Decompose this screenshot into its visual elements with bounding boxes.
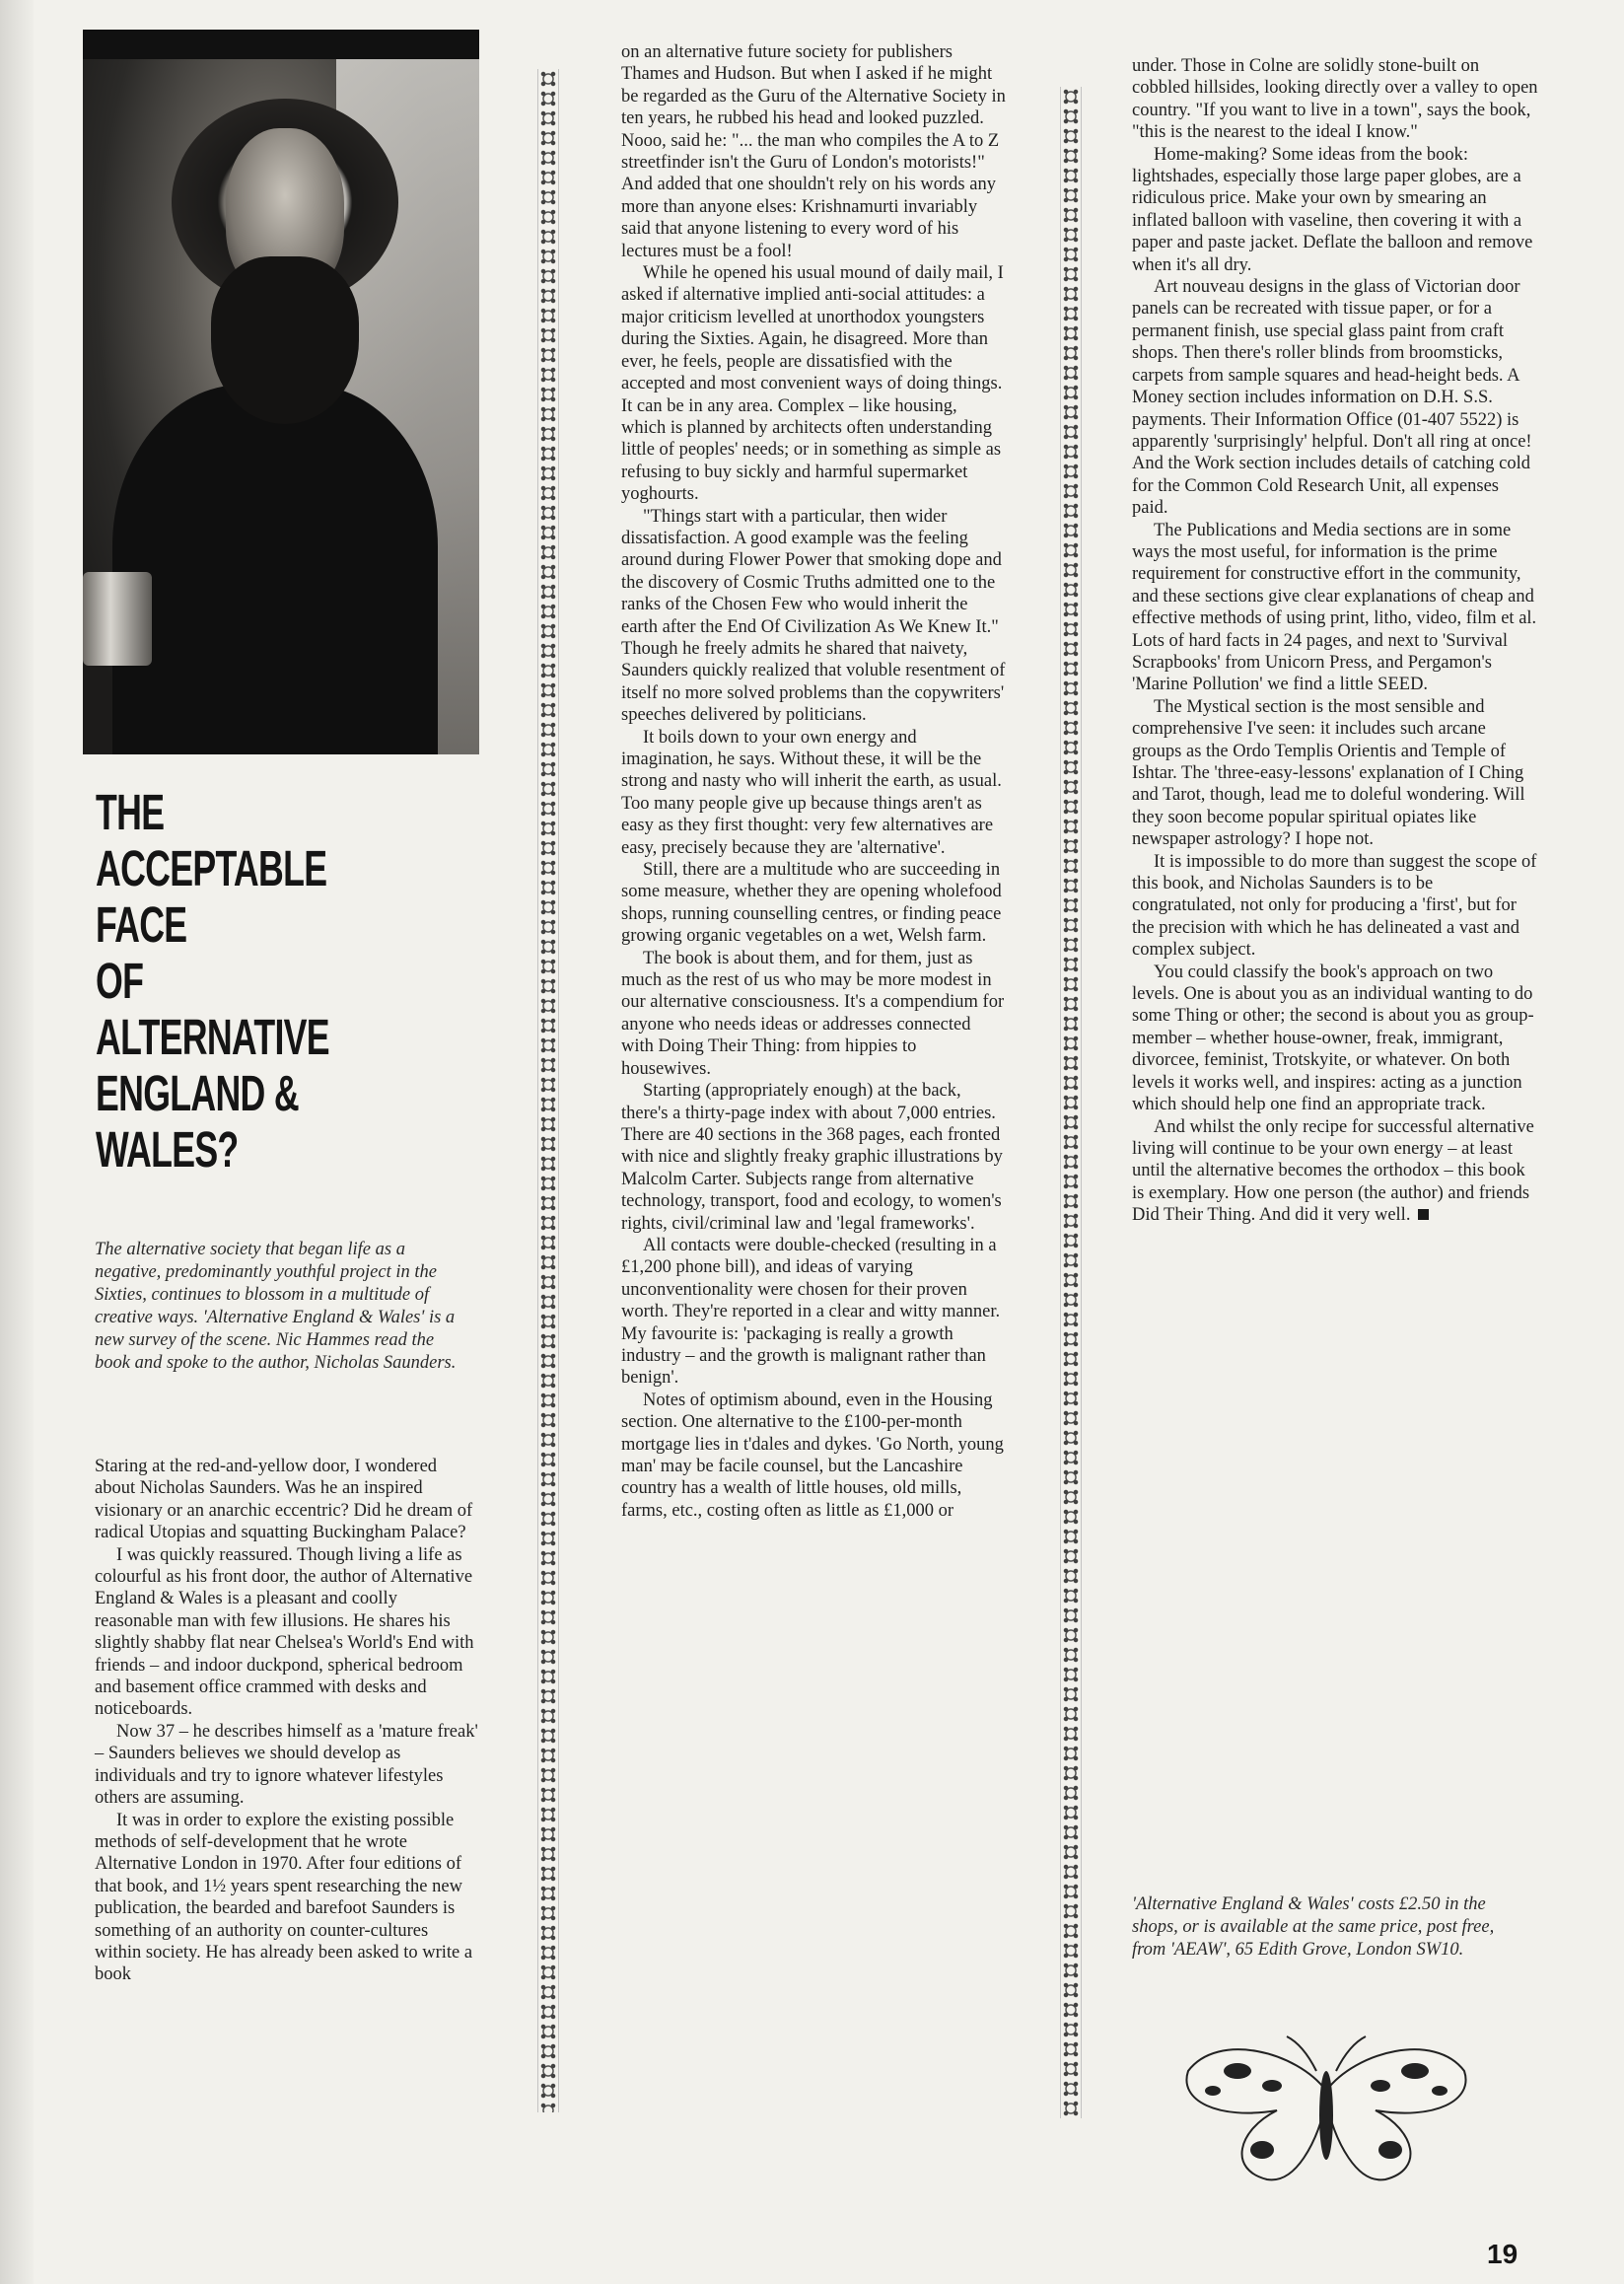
column-1-body — [95, 1456, 479, 1986]
paragraph: The Mystical section is the most sensible and comprehensive I've seen: it includes such arcane groups as the Ordo Templis Orientis and Temple of Ishtar. The 'three-easy-lessons' explanation of I Ching and Tarot, though, lead me to doleful wondering. Will they soon become popular spiritual opiates like newspaper astrology? I hope not. — [1132, 696, 1525, 850]
headline-line: ALTERNATIVE — [96, 1009, 329, 1065]
paragraph: under. Those in Colne are solidly stone-built on cobbled hillsides, looking directly over a valley to open country. "If you want to live in a town", says the book, "this is the nearest to the ideal I know." — [1132, 56, 1538, 143]
paragraph: Still, there are a multitude who are succeeding in some measure, whether they are opening wholefood shops, running counselling centres, or finding peace growing organic vegetables on a wet, Welsh farm. — [621, 860, 1002, 947]
paragraph: on an alternative future society for publishers Thames and Hudson. But when I asked if he might be regarded as the Guru of the Alternative Society in ten years, he rubbed his head and looked puzzled. Nooo, said he: "... the man who compiles the A to Z streetfinder isn't the Guru of London's motorists!" And added that one shouldn't rely on his words any more than anyone elses: Krishnamurti invariably said that anyone listening to every word of his lectures must be a fool! — [621, 42, 1006, 261]
article-headline — [96, 784, 365, 1178]
paragraph: Starting (appropriately enough) at the back, there's a thirty-page index with about 7,000 entries. There are 40 sections in the 368 pages, each fronted with nice and slightly freaky graphic illustrations by Malcolm Carter. Subjects range from alternative technology, transport, food and ecology, to women's rights, civil/criminal law and 'legal frameworks'. — [621, 1081, 1003, 1234]
paragraph: You could classify the book's approach on two levels. One is about you as an individual wanting to do some Thing or other; the second is about you as group-member – whether house-owner, freak, immigrant, divorcee, feminist, Trotskyite, or whatever. On both levels it works well, and inspires: acting as a junction which should help one find an appropriate track. — [1132, 962, 1534, 1115]
paragraph: It was in order to explore the existing possible methods of self-development that he wrote Alternative London in 1970. After four editions of that book, and 1½ years spent researching the new publication, the bearded and barefoot Saunders is something of an authority on counter-cultures within society. He has already been asked to write a book — [95, 1810, 473, 1985]
paragraph: Notes of optimism abound, even in the Housing section. One alternative to the £100-per-month mortgage lies in t'dales and dykes. 'Go North, young man' may be facile counsel, but the Lancashire country has a wealth of little houses, old mills, farms, etc., costing often as little as £1,000 or — [621, 1390, 1004, 1521]
headline-line: WALES? — [96, 1121, 239, 1178]
standfirst-intro: The alternative society that began life as a negative, predominantly youthful project in the Sixties, continues to blossom in a multitude of creative ways. 'Alternative England & Wales' is a new survey of the scene. Nic Hammes read the book and spoke to the author, Nicholas Saunders. — [95, 1240, 457, 1373]
ornamental-column-divider — [537, 69, 559, 2112]
page-edge-shadow — [0, 0, 34, 2284]
headline-line: ENGLAND & — [96, 1065, 299, 1121]
moth-illustration-icon — [1178, 2032, 1474, 2189]
paragraph: Home-making? Some ideas from the book: lightshades, especially those large paper globes, are a ridiculous price. Make your own by smearing an inflated balloon with vaseline, then covering it with a paper and paste jacket. Deflate the balloon and remove when it's all dry. — [1132, 144, 1533, 275]
paragraph: It is impossible to do more than suggest the scope of this book, and Nicholas Saunders is to be congratulated, not only for producing a 'first', but for the precision with which he has delineated a vast and complex subject. — [1132, 851, 1537, 961]
paragraph: It boils down to your own energy and imagination, he says. Without these, it will be the strong and nasty who will inherit the earth, as usual. Too many people give up because things aren't as easy as they first thought: very few alternatives are easy, precisely because they are 'alternative'. — [621, 727, 1002, 858]
paragraph-final — [1132, 1116, 1538, 1227]
final-text: And whilst the only recipe for successful alternative living will continue to be your own energy – at least until the alternative becomes the orthodox – this book is exemplary. How one person (the author) and friends Did Their Thing. And did it very well. — [1132, 1116, 1534, 1226]
paragraph: All contacts were double-checked (resulting in a £1,200 phone bill), and ideas of varying unconventionality were chosen for their proven worth. They're reported in a clear and witty manner. My favourite is: 'packaging is really a growth industry – and the growth is malignant rather than benign'. — [621, 1235, 1001, 1389]
headline-line: OF — [96, 953, 144, 1009]
paragraph: "Things start with a particular, then wider dissatisfaction. A good example was the feeling around during Flower Power that smoking dope and the discovery of Cosmic Truths admitted one to the ranks of the Chosen Few who would inherit the earth after the End Of Civilization As We Knew It." Though he freely admits he shared that naivety, Saunders quickly realized that voluble resentment of itself no more solved problems than the copywriters' speeches delivered by politicians. — [621, 506, 1006, 726]
headline-line: ACCEPTABLE — [96, 840, 327, 896]
ornamental-column-divider — [1060, 87, 1082, 2118]
paragraph: Art nouveau designs in the glass of Victorian door panels can be recreated with tissue paper, or for a permanent finish, use special glass paint from craft shops. Then there's roller blinds from broomsticks, carpets from sample squares and head-height beds. A Money section includes information on D.H. S.S. payments. Their Information Office (01-407 5522) is apparently 'surprisingly' helpful. Don't all ring at once! And the Work section includes details of catching cold for the Common Cold Research Unit, all expenses paid. — [1132, 277, 1532, 519]
paragraph: While he opened his usual mound of daily mail, I asked if alternative implied anti-social attitudes: a major criticism levelled at unorthodox youngsters during the Sixties. Again, he disagreed. More than ever, he feels, people are dissatisfied with the accepted and most convenient ways of doing things. It can be in any area. Complex – like housing, which is planned by architects often understanding little of peoples' needs; or in something as simple as refusing to buy sickly and harmful supermarket yoghourts. — [621, 263, 1004, 505]
paragraph: The book is about them, and for them, just as much as the rest of us who may be more modest in our alternative consciousness. It's a compendium for anyone who needs ideas or addresses connected with Doing Their Thing: from hippies to housewives. — [621, 948, 1005, 1079]
price-note: 'Alternative England & Wales' costs £2.50 in the shops, or is available at the same price, post free, from 'AEAW', 65 Edith Grove, London SW10. — [1132, 1894, 1495, 1960]
paragraph: Now 37 – he describes himself as a 'mature freak' – Saunders believes we should develop as individuals and try to ignore whatever lifestyles others are assuming. — [95, 1721, 478, 1809]
paragraph: The Publications and Media sections are in some ways the most useful, for information is the prime requirement for constructive effort in the community, and these sections give clear explanations of cheap and effective methods of using print, litho, video, film et al. Lots of hard facts in 24 pages, and next to 'Survival Scrapbooks' from Unicorn Press, and Pergamon's 'Marine Pollution' we find a little SEED. — [1132, 520, 1537, 695]
headline-line: FACE — [96, 896, 187, 953]
column-3 — [1132, 55, 1538, 1227]
paragraph: I was quickly reassured. Though living a life as colourful as his front door, the author of Alternative England & Wales is a pleasant and coolly reasonable man with few illusions. He shares his slightly shabby flat near Chelsea's World's End with friends – and indoor duckpond, spherical bedroom and basement office crammed with desks and noticeboards. — [95, 1544, 474, 1720]
column-2 — [621, 41, 1006, 1522]
page-number: 19 — [1487, 2239, 1518, 2269]
paragraph: Staring at the red-and-yellow door, I wondered about Nicholas Saunders. Was he an inspired visionary or an anarchic eccentric? Did he dream of radical Utopias and squatting Buckingham Palace? — [95, 1457, 473, 1543]
author-photo — [83, 30, 479, 754]
end-of-article-square-icon — [1418, 1209, 1429, 1220]
headline-line: THE — [96, 784, 165, 840]
